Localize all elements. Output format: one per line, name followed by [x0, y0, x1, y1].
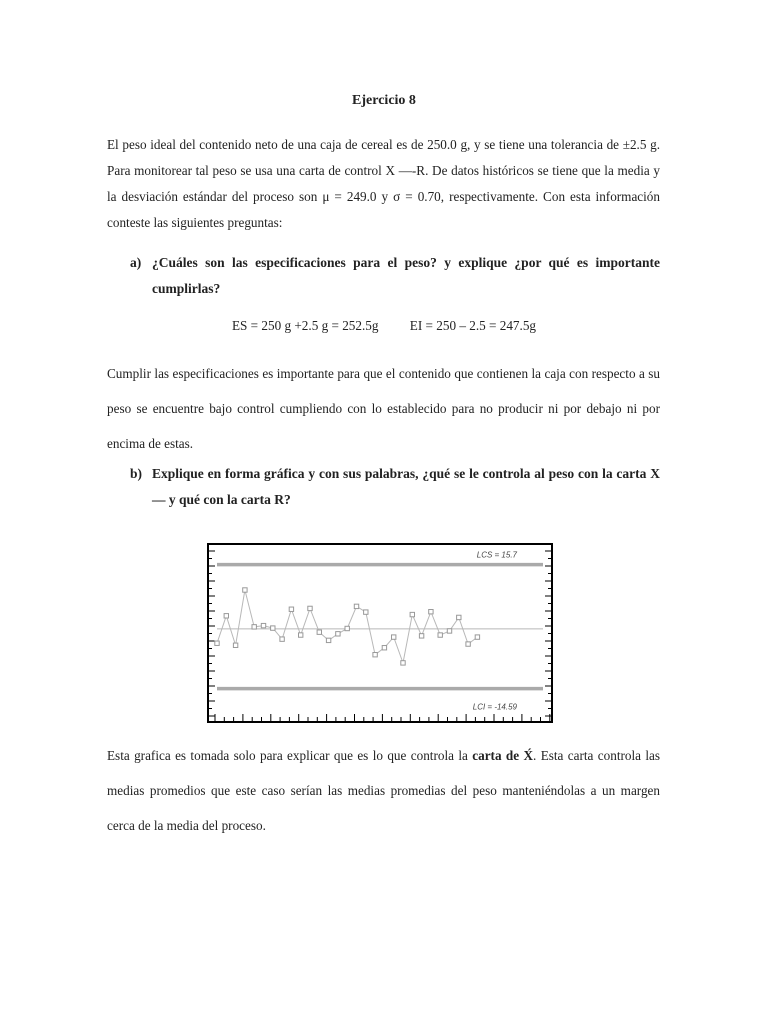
answer-b-paragraph	[107, 738, 660, 843]
data-point	[475, 635, 479, 639]
data-point	[215, 641, 219, 645]
upper-spec-formula: ES = 250 g +2.5 g = 252.5g	[231, 318, 379, 333]
data-point	[326, 638, 330, 642]
data-point	[410, 612, 414, 616]
intro-paragraph: El peso ideal del contenido neto de una caja de cereal es de 250.0 g, y se tiene una tolerancia de ±2.5 g. Para monitorear tal peso se usa una carta de control X —-R. De datos históricos se tiene que la media y la desviación estándar del proceso son μ = 249.0 y σ = 0.70, respectivamente. Con esta información conteste las siguientes preguntas:	[107, 137, 660, 230]
data-point	[271, 626, 275, 630]
data-point	[280, 637, 284, 641]
data-point	[336, 632, 340, 636]
data-point	[317, 630, 321, 634]
answer-b-text-end: . Esta carta controla las medias promedios que este caso serían las medias promedias del peso manteniéndolas a un margen cerca de la media del proceso.	[107, 748, 661, 833]
data-point	[299, 633, 303, 637]
answer-a-paragraph: Cumplir las especificaciones es importante para que el contenido que contienen la caja con respecto a su peso se encuentre bajo control cumpliendo con lo establecido para no producir ni por debajo ni por encima de estas.	[107, 366, 660, 451]
data-point	[419, 634, 423, 638]
question-a-label: a)	[130, 255, 142, 270]
data-point	[224, 614, 228, 618]
data-point	[243, 588, 247, 592]
data-point	[364, 610, 368, 614]
ucl-label: LCS = 15.7	[476, 550, 517, 560]
data-point	[252, 625, 256, 629]
lcl-label: LCI = -14.59	[472, 702, 517, 712]
data-point	[345, 626, 349, 630]
question-b-text: Explique en forma gráfica y con sus palabras, ¿qué se le controla al peso con la carta X — y qué con la carta R?	[152, 466, 660, 507]
answer-b-text-start: Esta grafica es tomada solo para explicar que es lo que controla la	[107, 748, 473, 763]
question-a-text: ¿Cuáles son las especificaciones para el peso? y explique ¿por qué es importante cumplirlas?	[152, 255, 660, 296]
data-point	[373, 653, 377, 657]
data-point	[438, 633, 442, 637]
data-point	[466, 642, 470, 646]
data-point	[382, 646, 386, 650]
data-point	[233, 643, 237, 647]
data-point	[308, 606, 312, 610]
specification-formula	[0, 318, 768, 334]
data-point	[429, 610, 433, 614]
data-point	[392, 635, 396, 639]
exercise-title: Ejercicio 8	[352, 93, 416, 108]
question-b-label: b)	[130, 466, 143, 481]
data-point	[289, 607, 293, 611]
lower-spec-formula: EI = 250 – 2.5 = 247.5g	[409, 318, 537, 333]
data-point	[457, 615, 461, 619]
answer-b-bold-term: carta de X́	[472, 748, 534, 763]
chart-frame	[208, 544, 552, 722]
control-chart	[207, 543, 553, 723]
data-point	[447, 629, 451, 633]
data-point	[261, 623, 265, 627]
data-point	[354, 604, 358, 608]
data-point	[401, 661, 405, 665]
